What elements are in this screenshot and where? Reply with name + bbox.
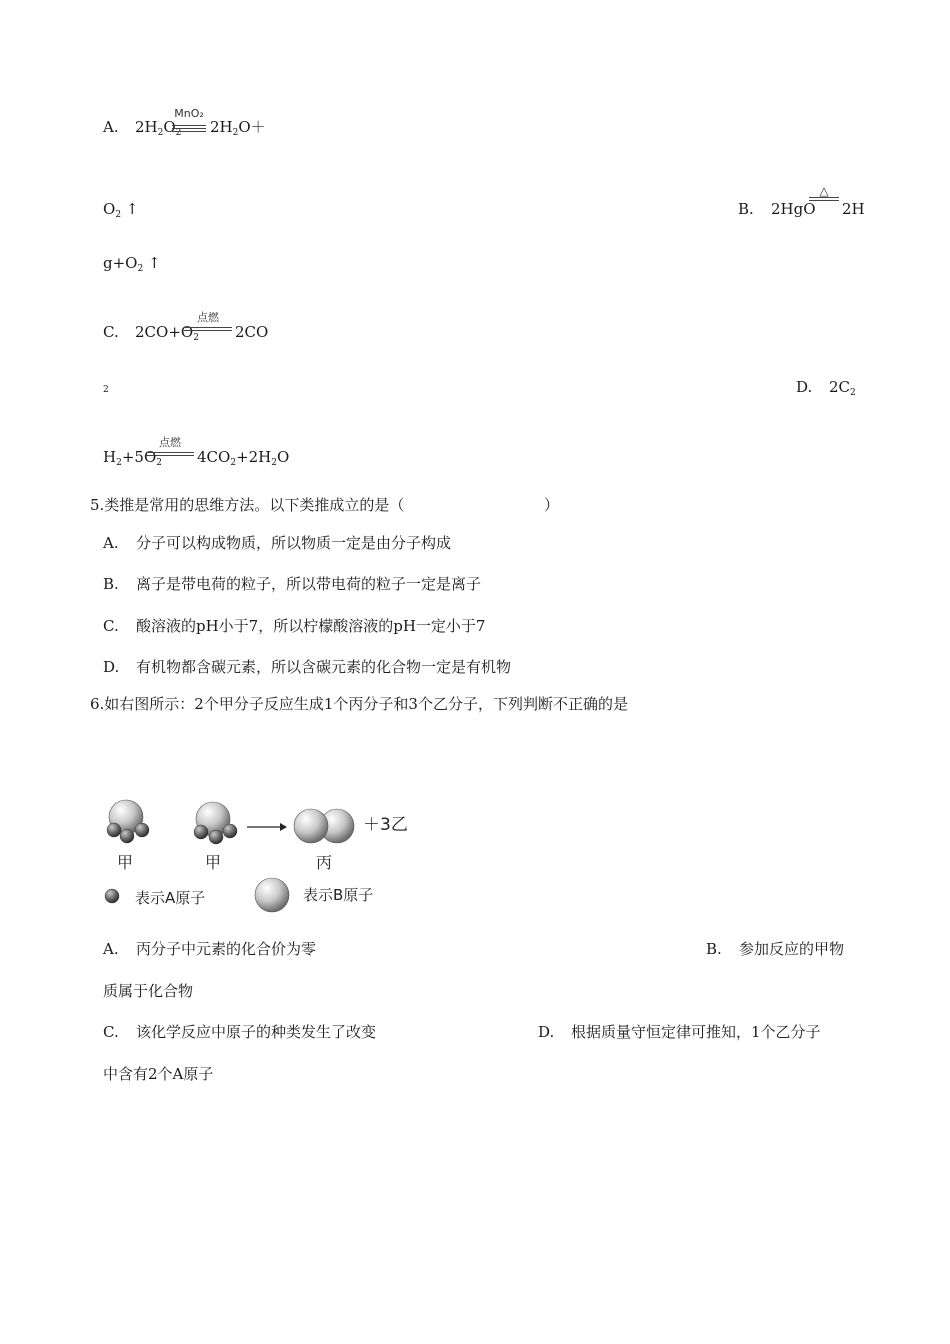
molecule-reaction-figure <box>95 790 425 920</box>
option-text: 分子可以构成物质，所以物质一定是由分子构成 <box>136 534 452 552</box>
option-letter: B. <box>103 575 119 593</box>
option-text: 离子是带电荷的粒子，所以带电荷的粒子一定是离子 <box>136 575 482 593</box>
equation-tail-subscript: 2 <box>103 385 109 395</box>
option-letter: B. <box>706 940 722 958</box>
question-stem: 6.如右图所示：2个甲分子反应生成1个丙分子和3个乙分子，下列判断不正确的是 <box>90 695 628 713</box>
legend-atom-a-label: 表示A原子 <box>135 889 206 907</box>
equation-rhs: $2H_2O+$ <box>210 118 266 138</box>
heat-condition-icon: △ <box>809 196 839 204</box>
option-text: 该化学反应中原子的种类发生了改变 <box>136 1023 377 1041</box>
equation-rhs: $4CO_2+2H_2O$ <box>197 448 290 468</box>
option-letter: C. <box>103 323 119 341</box>
option-letter: D. <box>103 658 120 676</box>
reaction-arrow-icon <box>247 823 287 831</box>
option-letter: D. <box>796 378 813 396</box>
option-letter: C. <box>103 617 119 635</box>
jia-molecule-1 <box>107 800 149 843</box>
equation-tail: $O_2$ ↑ <box>103 200 139 220</box>
equation-lhs: $2C_2$ <box>829 378 856 398</box>
option-letter: A. <box>103 118 119 136</box>
option-letter: A. <box>103 534 119 552</box>
option-text: 酸溶液的pH小于7，所以柠檬酸溶液的pH一定小于7 <box>136 617 486 635</box>
label-jia-1: 甲 <box>117 853 134 872</box>
equation-tail: $H_2+5O_2$ <box>103 448 162 468</box>
equation-lhs: 2HgO <box>771 200 816 218</box>
legend-atom-a-icon <box>105 889 119 903</box>
equation-lhs: $2CO+O_2$ <box>135 323 199 343</box>
option-text: 根据质量守恒定律可推知，1个乙分子 <box>571 1023 821 1041</box>
option-text: 有机物都含碳元素，所以含碳元素的化合物一定是有机物 <box>136 658 512 676</box>
reaction-condition-mno2: MnO₂ <box>172 123 206 133</box>
option-letter: A. <box>103 940 119 958</box>
reaction-condition-ignite: 点燃 <box>184 325 232 333</box>
question-stem: 5.类推是常用的思维方法。以下类推成立的是（ <box>90 496 405 514</box>
equation-rhs: 2H <box>842 200 865 218</box>
equation-rhs: 2CO <box>235 323 269 341</box>
equation-tail: $g+O_2$ ↑ <box>103 254 161 274</box>
option-text: 参加反应的甲物 <box>739 940 845 958</box>
product-plus-label: ＋3乙 <box>363 815 408 835</box>
equation-lhs: $2H_2O_2$ <box>135 118 182 138</box>
label-bing: 丙 <box>316 853 333 872</box>
option-letter: D. <box>538 1023 555 1041</box>
option-letter: B. <box>738 200 754 218</box>
bing-molecule <box>294 809 354 843</box>
option-text-wrap: 中含有2个A原子 <box>103 1065 214 1083</box>
option-letter: C. <box>103 1023 119 1041</box>
jia-molecule-2 <box>194 802 237 844</box>
option-text-wrap: 质属于化合物 <box>103 982 194 1000</box>
answer-bracket-close: ） <box>544 496 560 514</box>
legend-atom-b-label: 表示B原子 <box>303 886 374 904</box>
reaction-condition-ignite: 点燃 <box>146 450 194 458</box>
label-jia-2: 甲 <box>205 853 222 872</box>
legend-atom-b-icon <box>255 878 289 912</box>
option-text: 丙分子中元素的化合价为零 <box>136 940 317 958</box>
